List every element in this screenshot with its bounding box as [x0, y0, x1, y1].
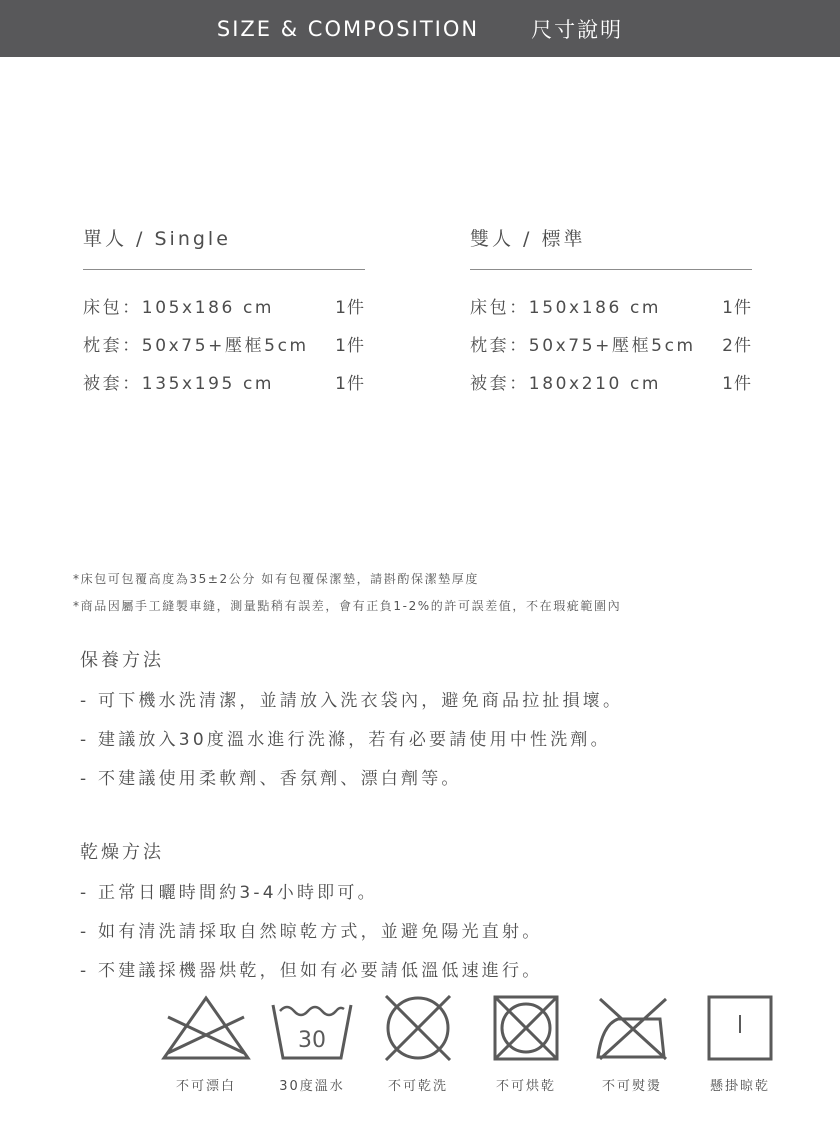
size-row: [470, 362, 752, 400]
no-iron-icon: [594, 995, 670, 1061]
icon-label: 懸掛晾乾: [709, 1079, 770, 1094]
list-item: - 不建議採機器烘乾，但如有必要請低溫低速進行。: [80, 961, 543, 981]
header-title-zh: 尺寸說明: [531, 17, 624, 42]
size-row: [83, 362, 365, 400]
header-title-en: SIZE & COMPOSITION: [216, 16, 480, 41]
list-item: - 如有清洗請採取自然晾乾方式，並避免陽光直射。: [80, 922, 543, 942]
divider: [83, 269, 365, 270]
size-item: 被套：135x195 cm: [83, 373, 275, 394]
double-size-title: 雙人 / 標準: [470, 228, 586, 250]
size-item: 枕套：50x75+壓框5cm: [83, 335, 309, 356]
double-size-column: [470, 224, 752, 400]
note-height: *床包可包覆高度為35±2公分 如有包覆保潔墊，請斟酌保潔墊厚度: [73, 572, 479, 586]
size-item: 床包：105x186 cm: [83, 297, 275, 318]
wash-30-icon: [270, 995, 354, 1061]
size-item: 枕套：50x75+壓框5cm: [470, 335, 696, 356]
wash-temp-text: 30: [298, 1028, 326, 1053]
no-iron-icon-cell: [578, 995, 686, 1094]
size-item: 床包：150x186 cm: [470, 297, 662, 318]
no-tumble-dry-icon: [493, 995, 559, 1061]
list-item: - 正常日曬時間約3-4小時即可。: [80, 883, 378, 903]
size-row: [470, 324, 752, 362]
list-item: - 可下機水洗清潔，並請放入洗衣袋內，避免商品拉扯損壞。: [80, 691, 624, 711]
single-size-title: 單人 / Single: [83, 228, 231, 250]
size-row: [470, 286, 752, 324]
size-qty: 1件: [335, 335, 365, 356]
no-dry-clean-icon-cell: [364, 995, 472, 1094]
size-qty: 1件: [722, 297, 752, 318]
size-qty: 1件: [335, 373, 365, 394]
no-bleach-icon-cell: [152, 995, 260, 1094]
size-qty: 1件: [335, 297, 365, 318]
single-size-column: [83, 224, 365, 400]
wash-30-icon-cell: [258, 995, 366, 1094]
line-dry-icon-cell: [686, 995, 794, 1094]
size-item: 被套：180x210 cm: [470, 373, 662, 394]
no-dry-clean-icon: [383, 995, 453, 1061]
size-row: [83, 286, 365, 324]
care-title: 保養方法: [80, 650, 164, 671]
header-bar: [0, 0, 840, 57]
line-dry-icon: [707, 995, 773, 1061]
drying-section: [80, 838, 542, 995]
icon-label: 不可熨燙: [601, 1079, 662, 1094]
drying-title: 乾燥方法: [80, 842, 164, 863]
no-bleach-icon: [160, 995, 252, 1061]
list-item: - 不建議使用柔軟劑、香氛劑、漂白劑等。: [80, 769, 462, 789]
size-qty: 2件: [722, 335, 752, 356]
list-item: - 建議放入30度溫水進行洗滌，若有必要請使用中性洗劑。: [80, 730, 611, 750]
note-tolerance: *商品因屬手工縫製車縫，測量點稍有誤差，會有正負1-2%的許可誤差值，不在瑕疵範圍內: [73, 599, 622, 613]
icon-label: 不可烘乾: [495, 1079, 556, 1094]
notes: [73, 570, 621, 624]
icon-label: 不可漂白: [175, 1079, 236, 1094]
size-qty: 1件: [722, 373, 752, 394]
care-icons: [152, 995, 782, 1105]
size-row: [83, 324, 365, 362]
icon-label: 30度溫水: [279, 1079, 345, 1094]
care-section: [80, 646, 623, 803]
no-tumble-dry-icon-cell: [472, 995, 580, 1094]
divider: [470, 269, 752, 270]
icon-label: 不可乾洗: [387, 1079, 448, 1094]
